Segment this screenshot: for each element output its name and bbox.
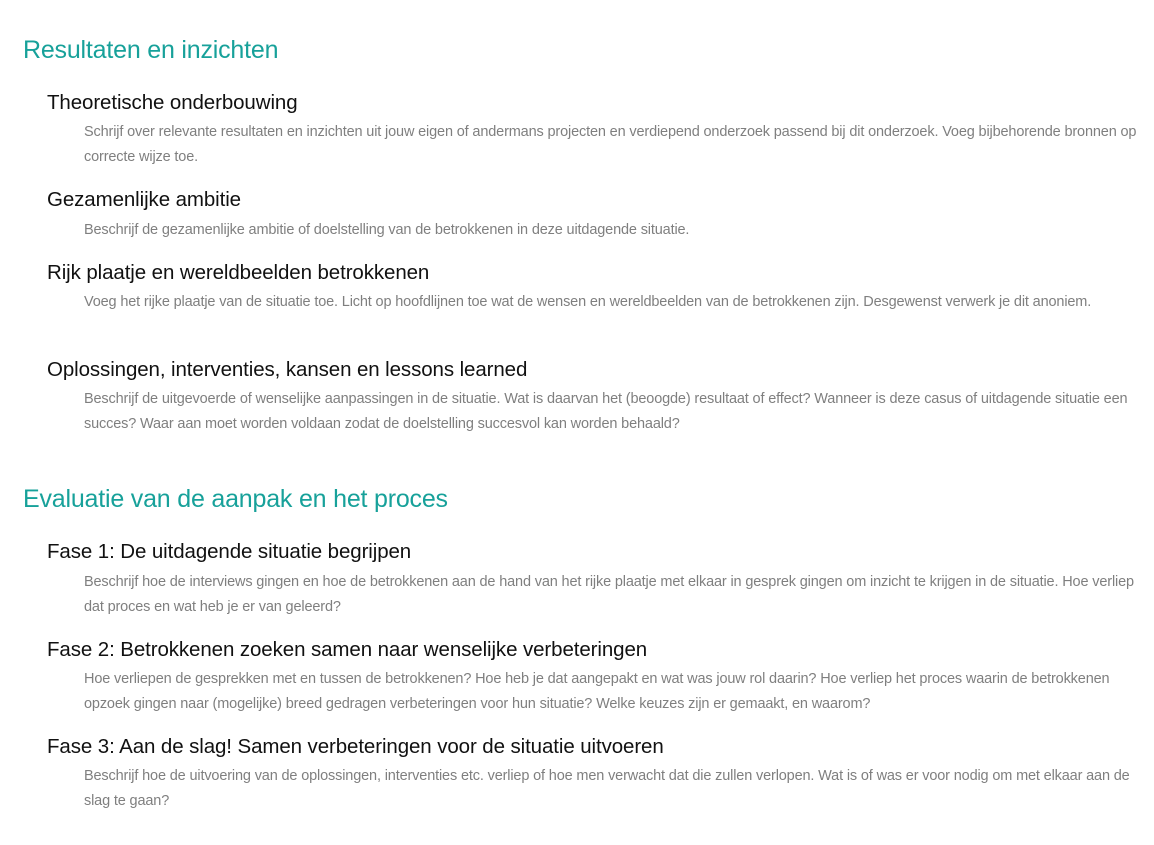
subsection-title-fase-2: Fase 2: Betrokkenen zoeken samen naar wenselijke verbeteringen [47,638,648,661]
subsection-description: Hoe verliepen de gesprekken met en tussen de betrokkenen? Hoe heb je dat aangepakt en wat was jouw rol daarin? Hoe verliep het proces waarin de betrokkenen opzoek gingen naar (mogelijke) breed gedragen verbeteringen voor hun situatie? Welke keuzes zijn er gemaakt, en waarom? [84,671,1110,712]
subsection-description: Beschrijf de gezamenlijke ambitie of doelstelling van de betrokkenen in deze uitdagende situatie. [84,222,690,238]
subsection-description: Beschrijf hoe de interviews gingen en hoe de betrokkenen aan de hand van het rijke plaatje met elkaar in gesprek gingen om inzicht te krijgen in de situatie. Hoe verliep dat proces en wat heb je er van geleerd? [84,574,1134,615]
subsection-title-oplossingen: Oplossingen, interventies, kansen en lessons learned [47,358,528,381]
subsection-title-fase-3: Fase 3: Aan de slag! Samen verbeteringen voor de situatie uitvoeren [47,735,664,758]
section-title-evaluatie: Evaluatie van de aanpak en het proces [23,485,448,513]
subsection-description: Beschrijf hoe de uitvoering van de oplossingen, interventies etc. verliep of hoe men verwacht dat die zullen verlopen. Wat is of was er voor nodig om met elkaar aan de slag te gaan? [84,768,1130,809]
subsection-title-theoretische-onderbouwing: Theoretische onderbouwing [47,91,298,114]
subsection-description: Schrijf over relevante resultaten en inzichten uit jouw eigen of andermans projecten en verdiepend onderzoek passend bij dit onderzoek. Voeg bijbehorende bronnen op correcte wijze toe. [84,124,1137,165]
subsection-description: Beschrijf de uitgevoerde of wenselijke aanpassingen in de situatie. Wat is daarvan het (beoogde) resultaat of effect? Wanneer is deze casus of uitdagende situatie een succes? Waar aan moet worden voldaan zodat de doelstelling succesvol kan worden behaald? [84,391,1128,432]
subsection-description: Voeg het rijke plaatje van de situatie toe. Licht op hoofdlijnen toe wat de wensen en wereldbeelden van de betrokkenen zijn. Desgewenst verwerk je dit anoniem. [84,294,1092,310]
subsection-title-rijk-plaatje: Rijk plaatje en wereldbeelden betrokkenen [47,261,430,284]
subsection-title-gezamenlijke-ambitie: Gezamenlijke ambitie [47,188,241,211]
section-title-resultaten: Resultaten en inzichten [23,36,279,64]
subsection-title-fase-1: Fase 1: De uitdagende situatie begrijpen [47,540,412,563]
